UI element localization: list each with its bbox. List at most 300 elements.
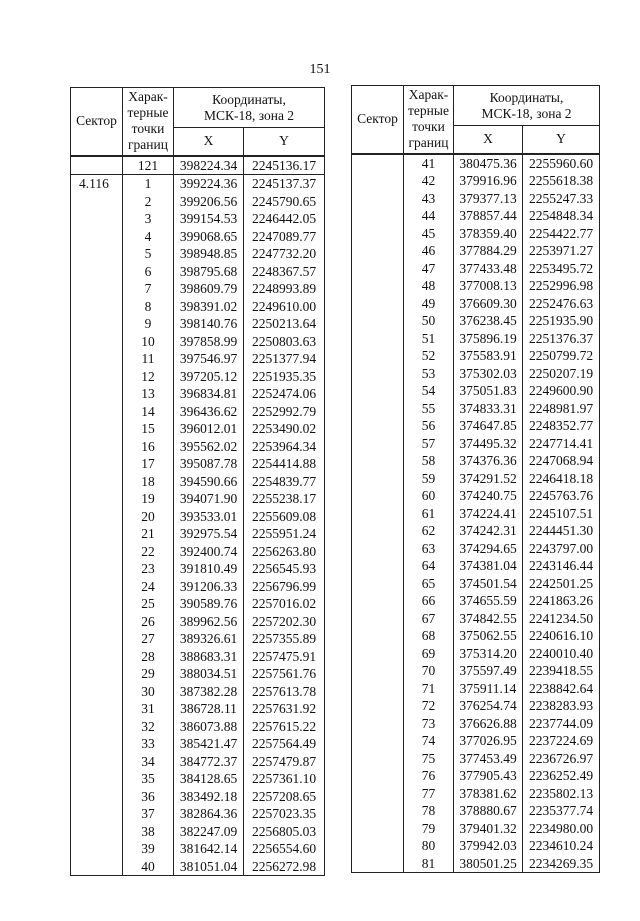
cell-x: 399206.56: [174, 193, 244, 211]
coordinates-table-right: [351, 85, 600, 873]
cell-y: 2237744.09: [523, 715, 600, 733]
table-row: [352, 627, 600, 645]
table-row: [71, 648, 325, 666]
cell-x: 375597.49: [454, 662, 523, 680]
cell-y: 2254414.88: [244, 455, 325, 473]
cell-point: 73: [404, 715, 454, 733]
left-table-body: [71, 156, 325, 876]
table-row: [71, 560, 325, 578]
cell-point: 14: [123, 403, 174, 421]
cell-point: 72: [404, 697, 454, 715]
cell-sector: [71, 840, 123, 858]
table-row: [71, 473, 325, 491]
cell-y: 2257615.22: [244, 718, 325, 736]
cell-sector: [352, 487, 404, 505]
cell-point: 34: [123, 753, 174, 771]
cell-y: 2246418.18: [523, 470, 600, 488]
cell-point: 80: [404, 837, 454, 855]
table-row: [71, 665, 325, 683]
cell-x: 374294.65: [454, 540, 523, 558]
cell-x: 397205.12: [174, 368, 244, 386]
cell-x: 375314.20: [454, 645, 523, 663]
cell-x: 377905.43: [454, 767, 523, 785]
cell-x: 390589.76: [174, 595, 244, 613]
cell-x: 395562.02: [174, 438, 244, 456]
cell-sector: [352, 172, 404, 190]
header-y: Y: [244, 128, 325, 156]
cell-sector: [71, 455, 123, 473]
cell-y: 2240010.40: [523, 645, 600, 663]
cell-sector: [71, 156, 123, 175]
cell-point: 62: [404, 522, 454, 540]
table-row: [352, 435, 600, 453]
cell-sector: [71, 718, 123, 736]
cell-x: 374376.36: [454, 452, 523, 470]
cell-y: 2253964.34: [244, 438, 325, 456]
cell-point: 6: [123, 263, 174, 281]
header-points-line: терные: [408, 103, 449, 119]
cell-x: 374381.04: [454, 557, 523, 575]
cell-point: 40: [123, 858, 174, 876]
cell-y: 2235802.13: [523, 785, 600, 803]
page-number: 151: [309, 62, 331, 77]
table-row: [71, 508, 325, 526]
cell-y: 2251935.90: [523, 312, 600, 330]
cell-x: 382864.36: [174, 805, 244, 823]
cell-y: 2256796.99: [244, 578, 325, 596]
cell-x: 385421.47: [174, 735, 244, 753]
cell-point: 9: [123, 315, 174, 333]
cell-point: 21: [123, 525, 174, 543]
cell-y: 2248981.97: [523, 400, 600, 418]
cell-sector: [352, 190, 404, 208]
cell-y: 2245137.37: [244, 175, 325, 193]
cell-point: 10: [123, 333, 174, 351]
cell-x: 377008.13: [454, 277, 523, 295]
cell-sector: [352, 837, 404, 855]
table-row: [352, 487, 600, 505]
table-row: [352, 417, 600, 435]
cell-x: 391810.49: [174, 560, 244, 578]
cell-x: 376626.88: [454, 715, 523, 733]
cell-x: 392975.54: [174, 525, 244, 543]
cell-point: 46: [404, 242, 454, 260]
cell-x: 398609.79: [174, 280, 244, 298]
cell-sector: [352, 312, 404, 330]
cell-x: 389962.56: [174, 613, 244, 631]
table-row: [352, 382, 600, 400]
cell-sector: [71, 630, 123, 648]
cell-sector: [71, 473, 123, 491]
cell-sector: [352, 260, 404, 278]
table-row: [71, 700, 325, 718]
cell-sector: [352, 540, 404, 558]
cell-sector: [352, 627, 404, 645]
header-points-line: границ: [128, 137, 168, 153]
cell-sector: [71, 368, 123, 386]
cell-y: 2256554.60: [244, 840, 325, 858]
cell-y: 2245763.76: [523, 487, 600, 505]
cell-point: 76: [404, 767, 454, 785]
cell-x: 395087.78: [174, 455, 244, 473]
cell-point: 26: [123, 613, 174, 631]
cell-point: 68: [404, 627, 454, 645]
table-row: [352, 172, 600, 190]
cell-sector: [71, 700, 123, 718]
cell-sector: [71, 490, 123, 508]
cell-point: 32: [123, 718, 174, 736]
cell-y: 2256263.80: [244, 543, 325, 561]
cell-point: 57: [404, 435, 454, 453]
header-sector: Сектор: [71, 88, 123, 156]
cell-point: 33: [123, 735, 174, 753]
cell-point: 4: [123, 228, 174, 246]
table-row: [352, 154, 600, 173]
cell-point: 71: [404, 680, 454, 698]
cell-point: 78: [404, 802, 454, 820]
cell-y: 2255951.24: [244, 525, 325, 543]
table-row: [71, 156, 325, 175]
cell-point: 31: [123, 700, 174, 718]
table-row: [71, 245, 325, 263]
cell-x: 393533.01: [174, 508, 244, 526]
cell-x: 378857.44: [454, 207, 523, 225]
cell-y: 2247089.77: [244, 228, 325, 246]
cell-x: 396436.62: [174, 403, 244, 421]
cell-point: 7: [123, 280, 174, 298]
header-points: [123, 88, 174, 156]
table-row: [71, 403, 325, 421]
cell-y: 2257202.30: [244, 613, 325, 631]
cell-point: 36: [123, 788, 174, 806]
cell-point: 44: [404, 207, 454, 225]
cell-sector: [352, 785, 404, 803]
right-table-body: [352, 154, 600, 873]
cell-sector: [352, 225, 404, 243]
table-row: [352, 785, 600, 803]
cell-y: 2253971.27: [523, 242, 600, 260]
cell-y: 2236726.97: [523, 750, 600, 768]
cell-point: 121: [123, 156, 174, 175]
cell-point: 39: [123, 840, 174, 858]
cell-x: 377433.48: [454, 260, 523, 278]
cell-sector: [352, 557, 404, 575]
cell-sector: [352, 347, 404, 365]
cell-point: 8: [123, 298, 174, 316]
cell-x: 376238.45: [454, 312, 523, 330]
cell-y: 2243146.44: [523, 557, 600, 575]
table-row: [352, 190, 600, 208]
cell-sector: [71, 350, 123, 368]
cell-point: 13: [123, 385, 174, 403]
table-row: [71, 455, 325, 473]
cell-x: 375062.55: [454, 627, 523, 645]
cell-y: 2250799.72: [523, 347, 600, 365]
table-row: [352, 470, 600, 488]
header-points-line: терные: [127, 105, 169, 121]
cell-x: 374833.31: [454, 400, 523, 418]
cell-x: 374291.52: [454, 470, 523, 488]
cell-point: 48: [404, 277, 454, 295]
cell-y: 2251377.94: [244, 350, 325, 368]
cell-point: 64: [404, 557, 454, 575]
cell-sector: [352, 365, 404, 383]
cell-x: 392400.74: [174, 543, 244, 561]
table-row: [352, 365, 600, 383]
cell-sector: [352, 277, 404, 295]
cell-sector: [352, 400, 404, 418]
cell-y: 2255960.60: [523, 154, 600, 173]
cell-sector: [352, 470, 404, 488]
table-row: [71, 788, 325, 806]
table-row: [352, 820, 600, 838]
cell-sector: [71, 788, 123, 806]
cell-point: 15: [123, 420, 174, 438]
cell-x: 378880.67: [454, 802, 523, 820]
cell-x: 375911.14: [454, 680, 523, 698]
table-row: [352, 732, 600, 750]
cell-y: 2255247.33: [523, 190, 600, 208]
cell-sector: [352, 575, 404, 593]
cell-point: 75: [404, 750, 454, 768]
cell-y: 2253495.72: [523, 260, 600, 278]
cell-x: 398795.68: [174, 263, 244, 281]
cell-point: 24: [123, 578, 174, 596]
cell-point: 61: [404, 505, 454, 523]
cell-y: 2241234.50: [523, 610, 600, 628]
cell-sector: [71, 333, 123, 351]
cell-x: 383492.18: [174, 788, 244, 806]
cell-x: 396012.01: [174, 420, 244, 438]
cell-x: 379916.96: [454, 172, 523, 190]
cell-y: 2249600.90: [523, 382, 600, 400]
cell-point: 69: [404, 645, 454, 663]
cell-x: 379942.03: [454, 837, 523, 855]
cell-y: 2248367.57: [244, 263, 325, 281]
cell-sector: [71, 298, 123, 316]
table-row: [352, 312, 600, 330]
header-coordinates: [174, 88, 325, 128]
table-row: [71, 175, 325, 193]
table-row: [352, 592, 600, 610]
cell-y: 2248993.89: [244, 280, 325, 298]
cell-sector: [71, 613, 123, 631]
cell-y: 2250803.63: [244, 333, 325, 351]
table-row: [71, 368, 325, 386]
cell-point: 55: [404, 400, 454, 418]
cell-y: 2245136.17: [244, 156, 325, 175]
cell-y: 2252474.06: [244, 385, 325, 403]
cell-x: 374647.85: [454, 417, 523, 435]
cell-sector: [71, 315, 123, 333]
cell-sector: [71, 280, 123, 298]
cell-y: 2257475.91: [244, 648, 325, 666]
table-row: [71, 858, 325, 876]
cell-x: 374495.32: [454, 435, 523, 453]
cell-sector: [71, 823, 123, 841]
cell-y: 2252996.98: [523, 277, 600, 295]
header-coords-line: Координаты,: [489, 89, 564, 105]
table-row: [352, 242, 600, 260]
cell-x: 388034.51: [174, 665, 244, 683]
table-row: [352, 277, 600, 295]
header-coordinates: [454, 86, 600, 126]
cell-sector: [71, 753, 123, 771]
header-coords-line: МСК-18, зона 2: [481, 105, 572, 121]
cell-x: 374242.31: [454, 522, 523, 540]
cell-y: 2257355.89: [244, 630, 325, 648]
cell-x: 387382.28: [174, 683, 244, 701]
cell-y: 2250207.19: [523, 365, 600, 383]
header-y: Y: [523, 126, 600, 154]
table-row: [71, 770, 325, 788]
cell-x: 394071.90: [174, 490, 244, 508]
table-row: [71, 420, 325, 438]
cell-point: 67: [404, 610, 454, 628]
cell-y: 2246442.05: [244, 210, 325, 228]
cell-y: 2241863.26: [523, 592, 600, 610]
cell-y: 2236252.49: [523, 767, 600, 785]
cell-y: 2240616.10: [523, 627, 600, 645]
table-row: [352, 837, 600, 855]
cell-point: 77: [404, 785, 454, 803]
cell-point: 70: [404, 662, 454, 680]
cell-y: 2254839.77: [244, 473, 325, 491]
cell-point: 60: [404, 487, 454, 505]
cell-y: 2251935.35: [244, 368, 325, 386]
cell-x: 397858.99: [174, 333, 244, 351]
cell-sector: 4.116: [71, 175, 123, 193]
cell-y: 2239418.55: [523, 662, 600, 680]
cell-point: 43: [404, 190, 454, 208]
cell-sector: [71, 543, 123, 561]
cell-sector: [352, 154, 404, 173]
table-row: [71, 385, 325, 403]
table-row: [71, 840, 325, 858]
cell-point: 27: [123, 630, 174, 648]
cell-x: 399224.36: [174, 175, 244, 193]
cell-sector: [352, 697, 404, 715]
cell-y: 2257016.02: [244, 595, 325, 613]
cell-point: 3: [123, 210, 174, 228]
table-row: [352, 662, 600, 680]
table-row: [352, 802, 600, 820]
table-row: [71, 595, 325, 613]
cell-point: 49: [404, 295, 454, 313]
table-row: [352, 557, 600, 575]
table-row: [352, 522, 600, 540]
table-row: [71, 613, 325, 631]
cell-sector: [71, 263, 123, 281]
cell-y: 2248352.77: [523, 417, 600, 435]
cell-x: 381051.04: [174, 858, 244, 876]
cell-point: 54: [404, 382, 454, 400]
cell-x: 380501.25: [454, 855, 523, 873]
cell-sector: [352, 802, 404, 820]
cell-point: 17: [123, 455, 174, 473]
table-row: [71, 630, 325, 648]
cell-y: 2247732.20: [244, 245, 325, 263]
cell-y: 2237224.69: [523, 732, 600, 750]
cell-sector: [71, 595, 123, 613]
cell-y: 2234980.00: [523, 820, 600, 838]
header-points-line: Харак-: [408, 87, 449, 103]
table-row: [352, 575, 600, 593]
cell-x: 378381.62: [454, 785, 523, 803]
cell-x: 396834.81: [174, 385, 244, 403]
cell-point: 45: [404, 225, 454, 243]
cell-point: 28: [123, 648, 174, 666]
cell-point: 25: [123, 595, 174, 613]
coordinates-table-left: [70, 87, 325, 876]
cell-point: 29: [123, 665, 174, 683]
cell-x: 379401.32: [454, 820, 523, 838]
cell-x: 374655.59: [454, 592, 523, 610]
cell-y: 2257613.78: [244, 683, 325, 701]
cell-point: 42: [404, 172, 454, 190]
cell-point: 18: [123, 473, 174, 491]
cell-y: 2234269.35: [523, 855, 600, 873]
table-row: [71, 718, 325, 736]
cell-y: 2253490.02: [244, 420, 325, 438]
cell-point: 16: [123, 438, 174, 456]
header-points-line: точки: [412, 119, 445, 135]
cell-sector: [352, 242, 404, 260]
cell-point: 23: [123, 560, 174, 578]
cell-sector: [352, 680, 404, 698]
table-row: [71, 228, 325, 246]
table-row: [352, 855, 600, 873]
cell-point: 2: [123, 193, 174, 211]
cell-sector: [71, 228, 123, 246]
cell-sector: [71, 245, 123, 263]
table-row: [352, 452, 600, 470]
cell-sector: [352, 592, 404, 610]
table-row: [71, 350, 325, 368]
table-row: [352, 680, 600, 698]
cell-y: 2234610.24: [523, 837, 600, 855]
cell-sector: [71, 403, 123, 421]
cell-point: 81: [404, 855, 454, 873]
cell-sector: [71, 770, 123, 788]
cell-sector: [352, 522, 404, 540]
cell-y: 2256272.98: [244, 858, 325, 876]
cell-x: 379377.13: [454, 190, 523, 208]
table-row: [352, 715, 600, 733]
table-row: [71, 490, 325, 508]
cell-x: 382247.09: [174, 823, 244, 841]
table-row: [71, 805, 325, 823]
cell-sector: [352, 452, 404, 470]
cell-point: 79: [404, 820, 454, 838]
cell-sector: [352, 750, 404, 768]
table-row: [71, 683, 325, 701]
cell-x: 394590.66: [174, 473, 244, 491]
cell-sector: [352, 820, 404, 838]
cell-y: 2257479.87: [244, 753, 325, 771]
table-row: [71, 210, 325, 228]
cell-x: 374224.41: [454, 505, 523, 523]
header-sector: Сектор: [352, 86, 404, 154]
cell-x: 384128.65: [174, 770, 244, 788]
cell-x: 389326.61: [174, 630, 244, 648]
cell-x: 375051.83: [454, 382, 523, 400]
cell-x: 378359.40: [454, 225, 523, 243]
cell-point: 74: [404, 732, 454, 750]
cell-sector: [71, 578, 123, 596]
cell-sector: [352, 732, 404, 750]
cell-x: 398948.85: [174, 245, 244, 263]
